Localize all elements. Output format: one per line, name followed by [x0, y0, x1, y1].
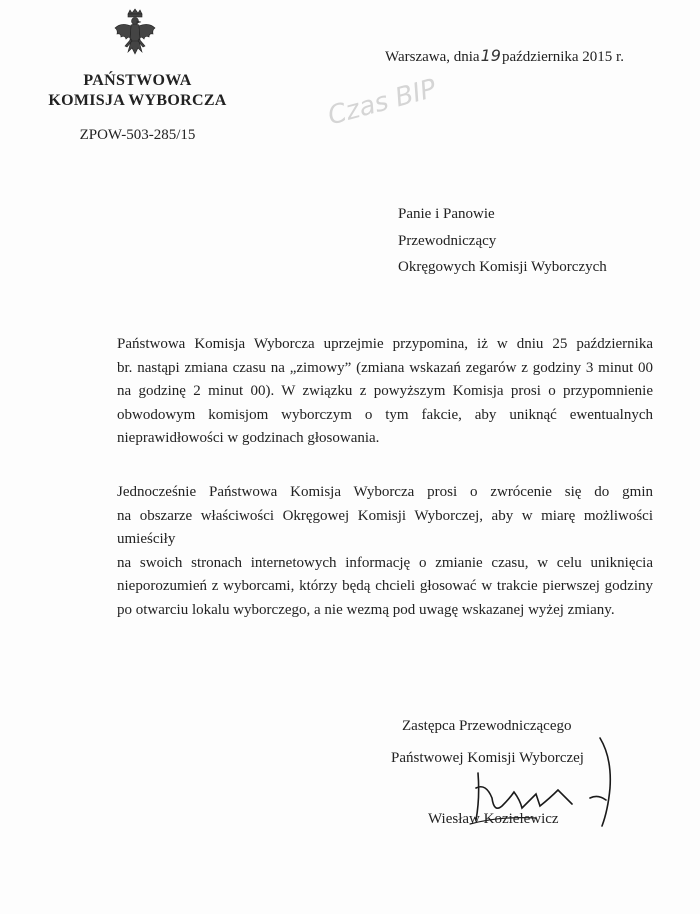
institution-name-line2: KOMISJA WYBORCZA — [48, 92, 227, 109]
paragraph-1 — [117, 333, 653, 451]
addressee-line2: Przewodniczący — [398, 233, 497, 249]
signatory-title-line1: Zastępca Przewodniczącego — [402, 718, 572, 734]
paragraph-2-line: po otwarciu lokalu wyborczego, a nie wezmą pod uwagę wskazanej wyżej zmiany. — [117, 601, 615, 618]
paragraph-2-line: Jednocześnie Państwowa Komisja Wyborcza prosi o zwrócenie się do gmin — [117, 484, 653, 500]
date-suffix: października 2015 r. — [501, 49, 624, 65]
paragraph-1-line: Państwowa Komisja Wyborcza uprzejmie przypomina, iż w dniu 25 października — [117, 336, 653, 352]
signatory-title-line2: Państwowej Komisji Wyborczej — [391, 750, 584, 766]
paragraph-1-line: na godzinę 2 minut 00). W związku z powyższym Komisja prosi o przypomnienie — [117, 383, 653, 399]
date-prefix: Warszawa, dnia — [385, 49, 480, 65]
paragraph-2-line: na swoich stronach internetowych informację o zmianie czasu, w celu uniknięcia — [117, 554, 653, 571]
date-day-handwritten: 19 — [480, 46, 501, 65]
received-stamp: Czas BIP — [324, 73, 440, 132]
place-date-line — [385, 46, 624, 66]
polish-eagle-emblem-icon — [113, 8, 157, 60]
paragraph-2-line: nieporozumień z wyborcami, którzy będą chcieli głosować w trakcie pierwszej godziny — [117, 578, 653, 594]
reference-number: ZPOW-503-285/15 — [79, 127, 196, 143]
paragraph-1-line: nieprawidłowości w godzinach głosowania. — [117, 430, 380, 446]
paragraph-2-line: na obszarze właściwości Okręgowej Komisji Wyborczej, aby w miarę możliwości umieściły — [117, 507, 653, 547]
paragraph-1-line: br. nastąpi zmiana czasu na „zimowy” (zmiana wskazań zegarów z godziny 3 minut 00 — [117, 359, 653, 376]
addressee-line3: Okręgowych Komisji Wyborczych — [398, 259, 607, 275]
addressee-line1: Panie i Panowie — [398, 206, 495, 222]
signatory-name: Wiesław Kozielewicz — [428, 811, 559, 827]
institution-name-line1: PAŃSTWOWA — [83, 72, 192, 89]
paragraph-2 — [117, 481, 653, 622]
paragraph-1-line: obwodowym komisjom wyborczym o tym fakcie, aby uniknąć ewentualnych — [117, 406, 653, 423]
